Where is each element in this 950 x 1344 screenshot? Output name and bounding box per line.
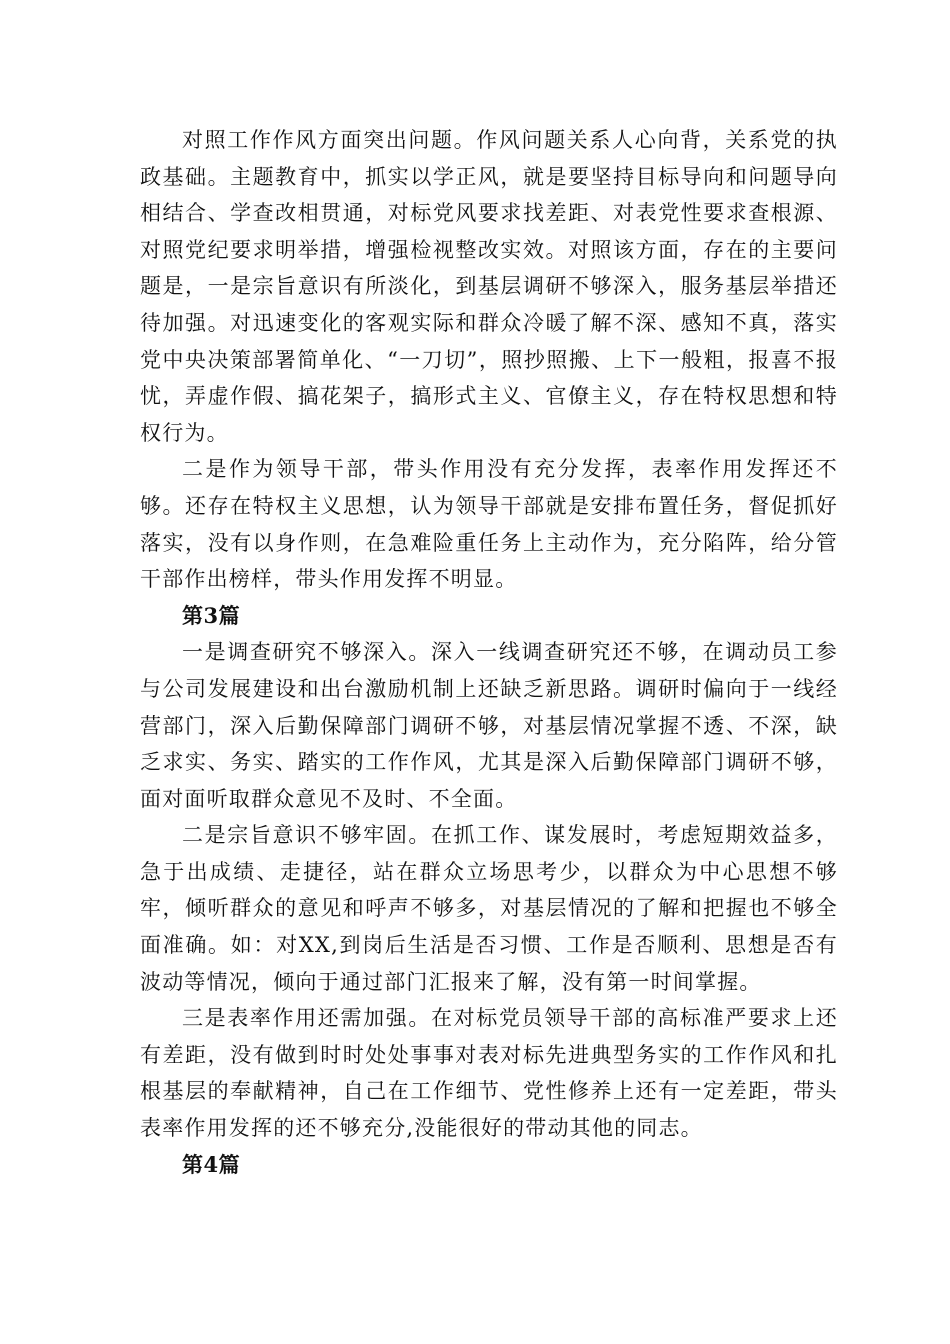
paragraph-exemplary: 三是表率作用还需加强。在对标党员领导干部的高标准严要求上还有差距，没有做到时时处处事事对表对标先进典型务实的工作作风和扎根基层的奉献精神，自己在工作细节、党性修养上还有一定差距，带头表率作用发挥的还不够充分,没能很好的带动其他的同志。: [140, 1006, 838, 1141]
section-heading-4: 第4篇: [182, 1151, 241, 1177]
document-body: [140, 122, 838, 1183]
section-heading-3: 第3篇: [182, 602, 241, 628]
paragraph-research: 一是调查研究不够深入。深入一线调查研究还不够，在调动员工参与公司发展建设和出台激励机制上还缺乏新思路。调研时偏向于一线经营部门，深入后勤保障部门调研不够，对基层情况掌握不透、不深，缺乏求实、务实、踏实的工作作风，尤其是深入后勤保障部门调研不够，面对面听取群众意见不及时、不全面。: [140, 640, 838, 811]
paragraph-purpose: 二是宗旨意识不够牢固。在抓工作、谋发展时，考虑短期效益多，急于出成绩、走捷径，站在群众立场思考少，以群众为中心思想不够牢，倾听群众的意见和呼声不够多，对基层情况的了解和把握也不够全面准确。如：对XX,到岗后生活是否习惯、工作是否顺利、思想是否有波动等情况，倾向于通过部门汇报来了解，没有第一时间掌握。: [140, 823, 838, 994]
paragraph-leadership-role: 二是作为领导干部，带头作用没有充分发挥，表率作用发挥还不够。还存在特权主义思想，认为领导干部就是安排布置任务，督促抓好落实，没有以身作则，在急难险重任务上主动作为，充分陷阵，给分管干部作出榜样，带头作用发挥不明显。: [140, 457, 838, 592]
paragraph-work-style: 对照工作作风方面突出问题。作风问题关系人心向背，关系党的执政基础。主题教育中，抓实以学正风，就是要坚持目标导向和问题导向相结合、学查改相贯通，对标党风要求找差距、对表党性要求查根源、对照党纪要求明举措，增强检视整改实效。对照该方面，存在的主要问题是，一是宗旨意识有所淡化，到基层调研不够深入，服务基层举措还待加强。对迅速变化的客观实际和群众冷暖了解不深、感知不真，落实党中央决策部署简单化、“一刀切”，照抄照搬、上下一般粗，报喜不报忧，弄虚作假、搞花架子，搞形式主义、官僚主义，存在特权思想和特权行为。: [140, 128, 838, 445]
